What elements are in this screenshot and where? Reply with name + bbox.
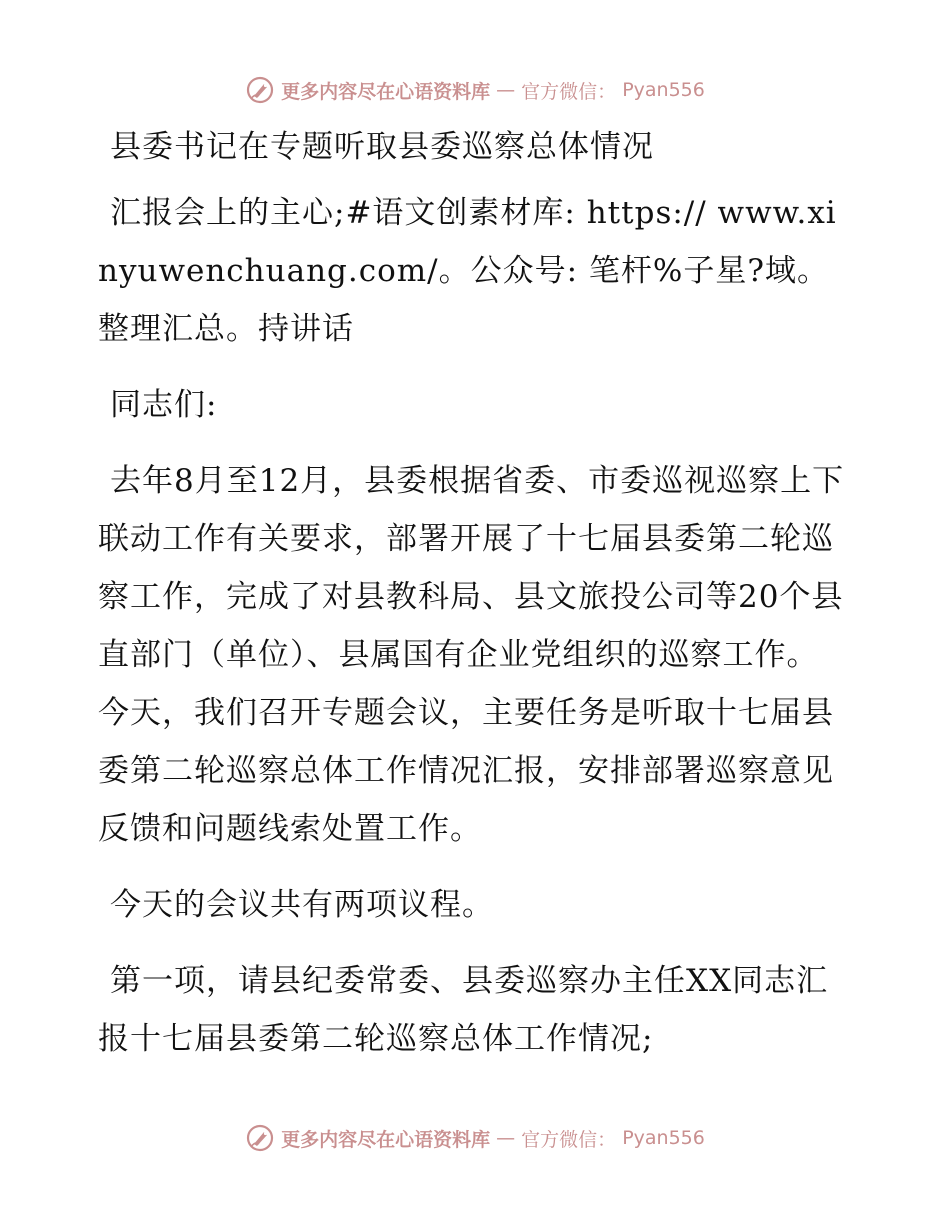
- pen-nib-logo-icon: [245, 75, 275, 105]
- watermark-wechat-label: 官方微信：: [521, 80, 617, 103]
- paragraph-1: 汇报会上的主心;#语文创素材库: https:// www.xinyuwenchuang.com/。公众号: 笔杆%子星?域。整理汇总。持讲话: [98, 195, 837, 347]
- watermark-dash: —: [496, 79, 516, 101]
- watermark-dash: —: [496, 1127, 516, 1149]
- watermark-main-text: 更多内容尽在心语资料库: [281, 1128, 491, 1151]
- watermark-wechat-id: Pyan556: [622, 79, 705, 101]
- document-title: 县委书记在专题听取县委巡察总体情况: [110, 129, 654, 165]
- watermark-wechat-label: 官方微信：: [521, 1128, 617, 1151]
- paragraph-2: 同志们:: [110, 387, 218, 423]
- watermark-main-text: 更多内容尽在心语资料库: [281, 80, 491, 103]
- watermark-wechat-id: Pyan556: [622, 1127, 705, 1149]
- document-body: [98, 118, 850, 1086]
- paragraph-5: 第一项，请县纪委常委、县委巡察办主任XX同志汇报十七届县委第二轮巡察总体工作情况;: [98, 963, 829, 1057]
- pen-nib-logo-icon: [245, 1123, 275, 1153]
- watermark-footer: [0, 1118, 950, 1158]
- paragraph-3: 去年8月至12月，县委根据省委、市委巡视巡察上下联动工作有关要求，部署开展了十七届县委第二轮巡察工作，完成了对县教科局、县文旅投公司等20个县直部门（单位）、县属国有企业党组织的巡察工作。今天，我们召开专题会议，主要任务是听取十七届县委第二轮巡察总体工作情况汇报，安排部署巡察意见反馈和问题线索处置工作。: [98, 463, 845, 847]
- paragraph-4: 今天的会议共有两项议程。: [110, 887, 494, 923]
- watermark-header: [0, 70, 950, 110]
